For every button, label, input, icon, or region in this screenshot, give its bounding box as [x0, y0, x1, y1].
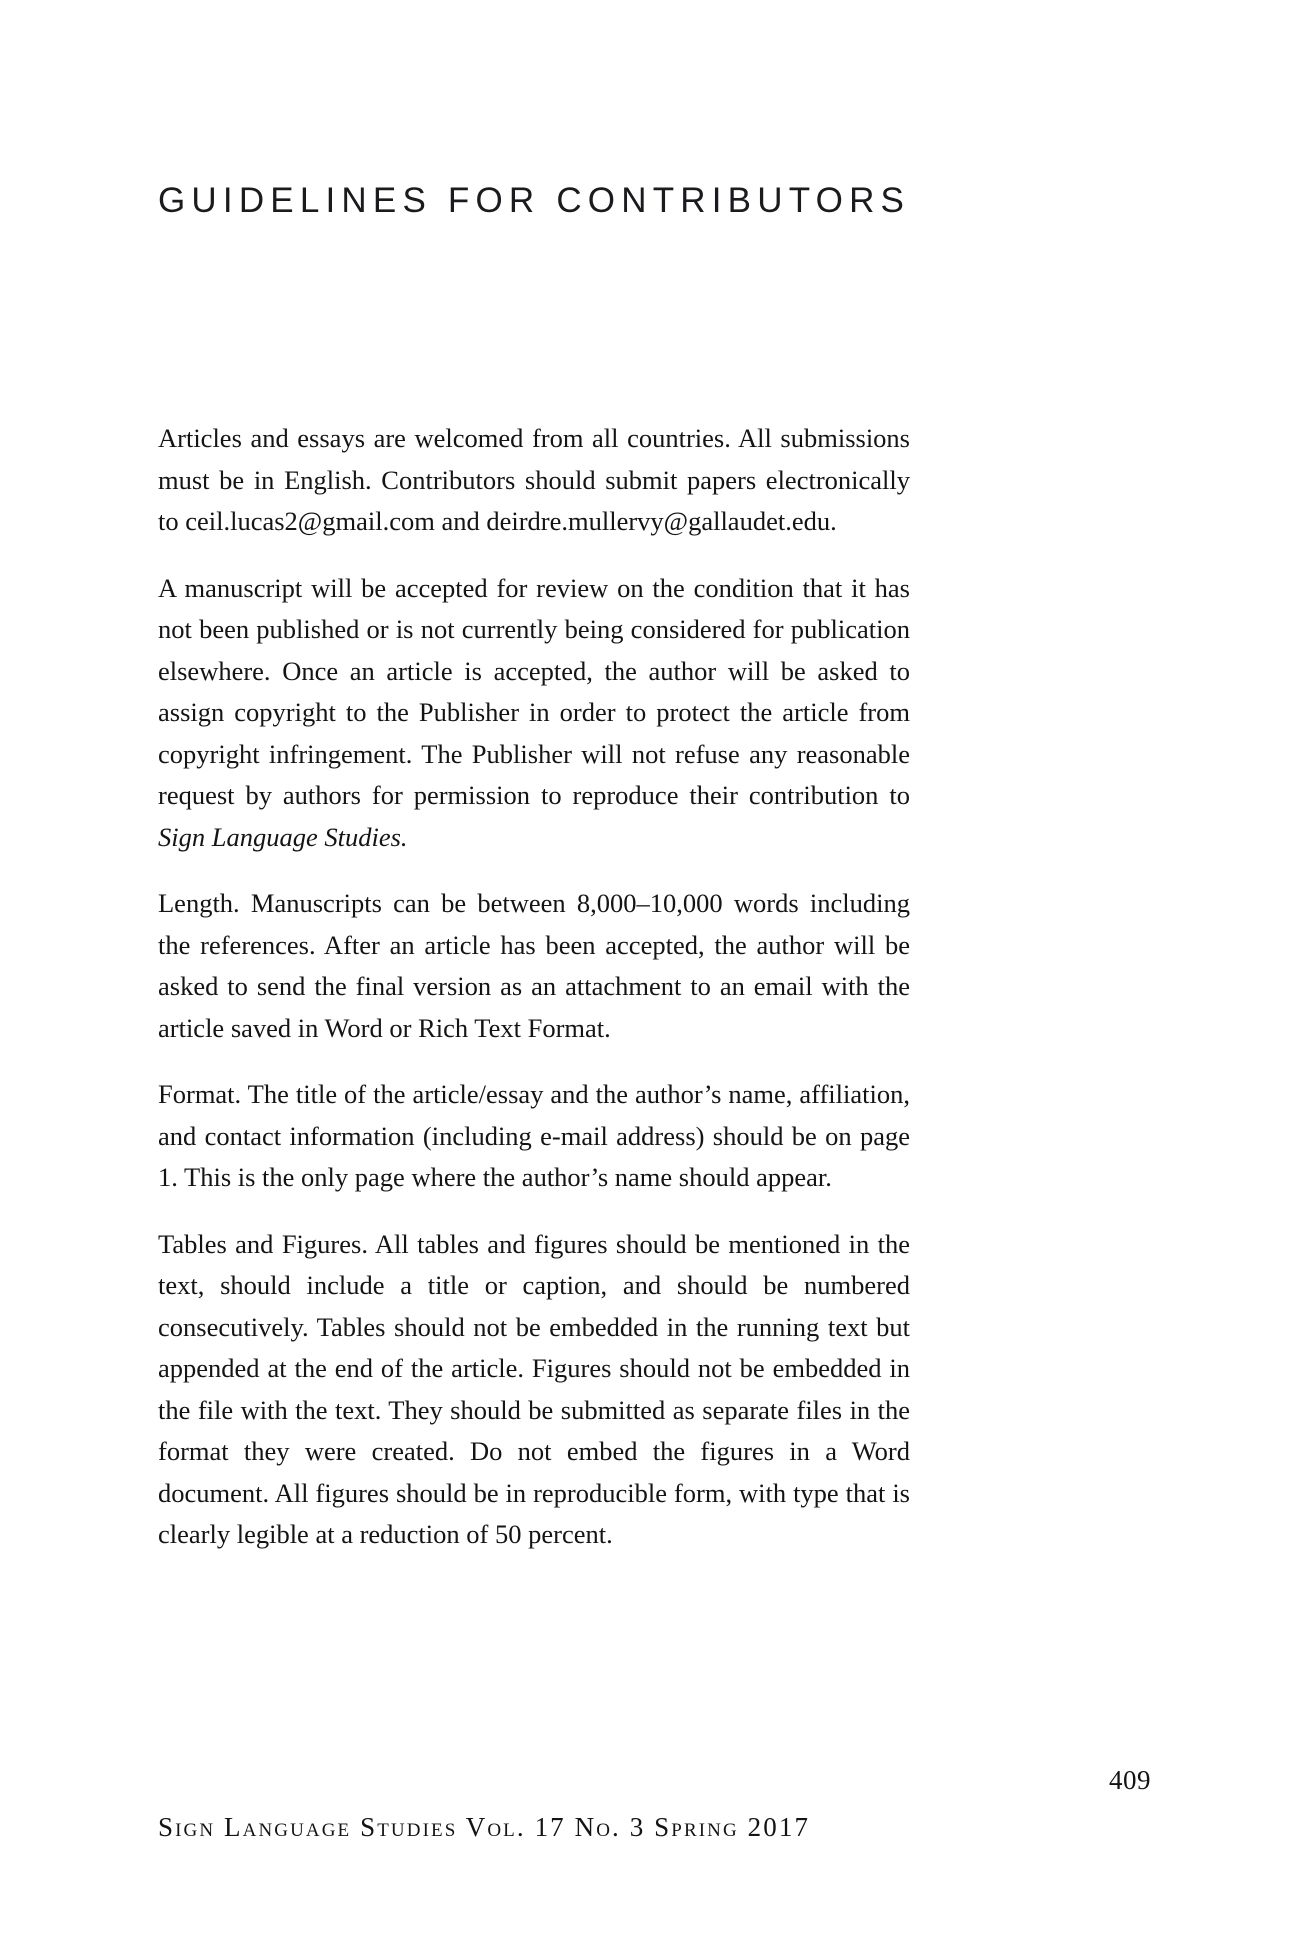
paragraph-tables-and-figures: Tables and Figures. All tables and figures should be mentioned in the text, should include a title or caption, and should be numbered consecutively. Tables should not be embedded in the running text but appended at the end of the article. Figures should not be embedded in the file with the text. They should be submitted as separate files in the format they were created. Do not embed the figures in a Word document. All figures should be in reproducible form, with type that is clearly legible at a reduction of 50 percent.: [158, 1228, 910, 1549]
paragraph-length: Length. Manuscripts can be between 8,000–10,000 words including the references. After an article has been accepted, the author will be asked to send the final version as an attachment to an email with the article saved in Word or Rich Text Format.: [158, 888, 910, 1043]
paragraph-submissions: Articles and essays are welcomed from all countries. All submissions must be in English. Contributors should submit papers electronically to ceil.lucas2@gmail.com and deirdre.mullervy@gallaudet.edu.: [158, 423, 910, 536]
running-footer: Sign Language Studies Vol. 17 No. 3 Spring 2017: [158, 1812, 811, 1842]
body-text-column: [158, 418, 910, 1556]
manuscript-review-text: A manuscript will be accepted for review on the condition that it has not been published or is not currently being considered for publication elsewhere. Once an article is accepted, the author will be asked to assign copyright to the Publisher in order to protect the article from copyright infringement. The Publisher will not refuse any reasonable request by authors for permission to reproduce their contribution to: [158, 572, 910, 810]
journal-title-italic: Sign Language Studies.: [158, 821, 408, 852]
paragraph-format: Format. The title of the article/essay and the author’s name, affiliation, and contact information (including e-mail address) should be on page 1. This is the only page where the author’s name should appear.: [158, 1079, 910, 1192]
page-title: GUIDELINES FOR CONTRIBUTORS: [158, 181, 911, 221]
page-number: 409: [1109, 1765, 1151, 1795]
paragraph-manuscript-review: [158, 568, 910, 859]
